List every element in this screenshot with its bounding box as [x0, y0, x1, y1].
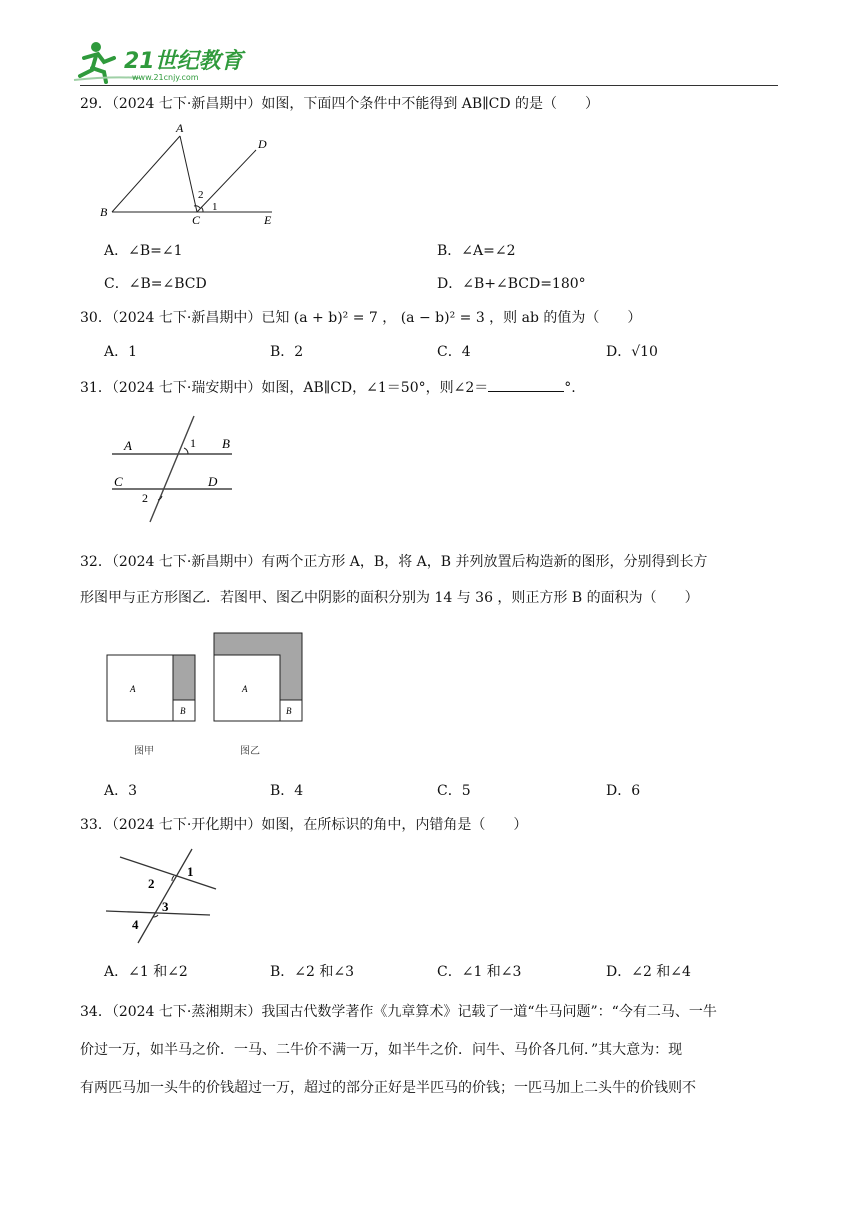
q33-stem: 33．（2024 七下·开化期中）如图，在所标识的角中，内错角是（ ） — [80, 817, 528, 833]
q33-label-3: 3 — [162, 899, 169, 914]
q29-label-D: D — [258, 137, 267, 151]
q29-label-E: E — [264, 213, 272, 227]
logo-subtext: www.21cnjy.com — [132, 73, 199, 82]
q33-figure — [100, 845, 220, 949]
q29-option-a: A．∠B=∠1 — [104, 243, 183, 259]
q32-fig2-label-B: B — [286, 706, 292, 716]
q29-label-C: C — [192, 213, 201, 227]
header-rule — [80, 85, 778, 86]
q32-caption-jia: 图甲 — [134, 746, 154, 757]
q31-stem-suffix: °. — [564, 380, 576, 396]
q31-label-C: C — [114, 474, 123, 489]
q30-option-a: A．1 — [104, 344, 138, 360]
q30-option-b: B．2 — [270, 344, 304, 360]
q33-label-4: 4 — [132, 917, 139, 932]
q32-fig1-label-A: A — [130, 684, 136, 694]
q33-label-2: 2 — [148, 876, 155, 891]
q32-option-b: B．4 — [270, 783, 304, 799]
q33-option-b: B．∠2 和∠3 — [270, 964, 355, 980]
q29-label-2: 2 — [198, 189, 204, 201]
site-logo — [70, 38, 250, 86]
q32-option-c: C．5 — [437, 783, 471, 799]
q31-label-1: 1 — [190, 436, 196, 450]
q29-option-c: C．∠B=∠BCD — [104, 276, 207, 292]
q31-stem-prefix: 31．（2024 七下·瑞安期中）如图，AB∥CD，∠1＝50°，则∠2＝ — [80, 380, 489, 396]
q33-option-a: A．∠1 和∠2 — [104, 964, 188, 980]
q33-label-1: 1 — [187, 864, 194, 879]
q34-line2: 价过一万，如半马之价．一马、二牛价不满一万，如半牛之价．问牛、马价各几何．”其大意为：现 — [80, 1042, 683, 1058]
q32-fig1-label-B: B — [180, 706, 186, 716]
q31-label-D: D — [208, 474, 218, 489]
q32-fig2-label-A: A — [242, 684, 248, 694]
q33-option-c: C．∠1 和∠3 — [437, 964, 522, 980]
q32-figure — [104, 630, 304, 730]
q32-option-a: A．3 — [104, 783, 138, 799]
q32-line1: 32．（2024 七下·新昌期中）有两个正方形 A，B，将 A，B 并列放置后构造新的图形，分别得到长方 — [80, 554, 708, 570]
q34-line3: 有两匹马加一头牛的价钱超过一万，超过的部分正好是半匹马的价钱；一匹马加上二头牛的价钱则不 — [80, 1080, 696, 1096]
q31-label-B: B — [222, 436, 230, 451]
q32-line2: 形图甲与正方形图乙．若图甲、图乙中阴影的面积分别为 14 与 36 ，则正方形 B 的面积为（ ） — [80, 590, 699, 606]
q29-figure — [96, 118, 286, 237]
q30-stem: 30．（2024 七下·新昌期中）已知 (a + b)² = 7 ， (a − b)² = 3 ，则 ab 的值为（ ） — [80, 310, 642, 326]
q31-figure — [106, 414, 236, 530]
q29-option-d: D．∠B+∠BCD=180° — [437, 276, 586, 292]
q32-option-d: D．6 — [606, 783, 641, 799]
q29-label-A: A — [176, 121, 184, 135]
q31-stem — [80, 377, 576, 398]
q29-option-b: B．∠A=∠2 — [437, 243, 516, 259]
q30-option-c: C．4 — [437, 344, 471, 360]
logo-text: 21世纪教育 — [124, 49, 243, 74]
q32-caption-yi: 图乙 — [240, 746, 260, 757]
q30-option-d: D．√10 — [606, 344, 658, 360]
q31-label-2: 2 — [142, 491, 148, 505]
q29-label-1: 1 — [212, 201, 218, 213]
q33-option-d: D．∠2 和∠4 — [606, 964, 691, 980]
q34-line1: 34．（2024 七下·蒸湘期末）我国古代数学著作《九章算术》记载了一道“牛马问题”：“今有二马、一牛 — [80, 1004, 717, 1020]
q31-answer-blank — [488, 377, 564, 392]
q29-label-B: B — [100, 205, 108, 219]
q31-label-A: A — [124, 438, 132, 453]
q29-stem: 29．（2024 七下·新昌期中）如图，下面四个条件中不能得到 AB∥CD 的是（ ） — [80, 96, 600, 112]
